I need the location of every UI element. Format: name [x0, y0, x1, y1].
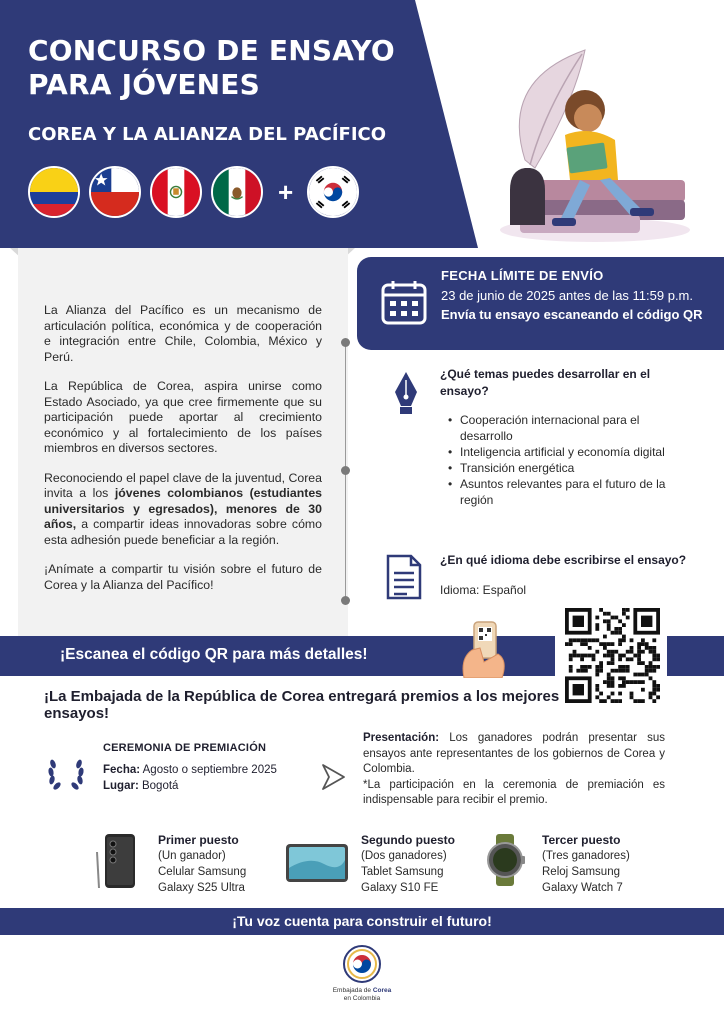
prize-title: Segundo puesto: [361, 833, 455, 847]
flags-row: [28, 166, 368, 218]
intro-paragraph-3: [44, 471, 322, 549]
samsung-watch-icon: [482, 834, 528, 886]
intro-text: [44, 303, 322, 607]
ceremony-date-label: Fecha:: [103, 764, 141, 776]
prizes-heading: ¡La Embajada de la República de Corea entregará premios a los mejores ensayos!: [44, 688, 560, 722]
qr-banner-text: ¡Escanea el código QR para más detalles!: [60, 646, 368, 663]
topics-question: ¿Qué temas puedes desarrollar en el ensayo?: [440, 367, 651, 398]
samsung-tablet-icon: [284, 838, 350, 886]
intro-paragraph-3-start: Reconociendo el papel clave de la juventud, Corea invita a los: [44, 470, 322, 500]
ceremony-date-value: Agosto o septiembre 2025: [140, 764, 277, 776]
presentation-text: [363, 731, 665, 809]
embassy-name-line1: [322, 987, 402, 995]
south-korea-flag-icon: [307, 166, 359, 218]
prize-title: Primer puesto: [158, 833, 239, 847]
deadline-body: [441, 286, 711, 324]
presentation-body: Los ganadores podrán presentar sus ensayos ante representantes de los gobiernos de Corea y Colombia.: [363, 732, 665, 775]
embassy-name-highlight: Corea: [372, 987, 392, 994]
deadline-action: Envía tu ensayo escaneando el código QR: [441, 307, 703, 322]
footer-slogan: ¡Tu voz cuenta para construir el futuro!: [232, 913, 492, 929]
embassy-name: [322, 987, 402, 1003]
student-reading-illustration: [490, 40, 700, 245]
ceremony-place-label: Lugar:: [103, 780, 139, 792]
page-title: CONCURSO DE ENSAYO PARA JÓVENES: [28, 34, 395, 101]
list-item: • Cooperación internacional para el desarrollo: [460, 412, 690, 444]
prize-line: Galaxy S10 FE: [361, 882, 439, 894]
chile-flag-icon: [89, 166, 141, 218]
peru-flag-icon: [150, 166, 202, 218]
intro-paragraph-3-highlight: jóvenes colombianos (estudiantes universitarios y egresados), menores de 30 años,: [44, 486, 323, 531]
prize-count: (Un ganador): [158, 850, 226, 862]
mexico-flag-icon: [211, 166, 263, 218]
prize-line: Galaxy Watch 7: [542, 882, 623, 894]
colombia-flag-icon: [28, 166, 80, 218]
intro-paragraph-2: La República de Corea, aspira unirse como Estado Asociado, ya que cree firmemente que su participación puede aportar al crecimiento económico y al fortalecimiento de los países miembros en diversos sectores.: [44, 379, 322, 455]
ceremony-date: [103, 764, 277, 776]
calendar-icon: [381, 279, 427, 325]
deadline-date: 23 de junio de 2025 antes de las 11:59 p.m.: [441, 288, 694, 303]
list-item: • Asuntos relevantes para el futuro de la región: [460, 476, 690, 508]
ceremony-title: CEREMONIA DE PREMIACIÓN: [103, 742, 267, 754]
laurel-wreath-icon: [46, 756, 86, 792]
phone-scan-icon: [458, 620, 514, 678]
prize-first: [158, 832, 246, 896]
embassy-name-line2: en Colombia: [343, 995, 381, 1002]
ceremony-place-value: Bogotá: [138, 780, 179, 792]
language-question: ¿En qué idioma debe escribirse el ensayo?: [440, 553, 687, 567]
deadline-box: [357, 257, 724, 350]
page-subtitle: COREA Y LA ALIANZA DEL PACÍFICO: [28, 124, 387, 145]
presentation-label: Presentación:: [363, 732, 440, 744]
embassy-emblem-icon: [342, 944, 382, 984]
arrow-right-icon: [320, 763, 346, 791]
prize-third: [542, 832, 630, 896]
prize-line: Celular Samsung: [158, 866, 247, 878]
list-item: • Transición energética: [460, 460, 690, 476]
document-icon: [385, 553, 423, 601]
samsung-phone-icon: [93, 832, 139, 890]
topics-list: [460, 412, 690, 508]
presentation-note: *La participación en la ceremonia de premiación es indispensable para recibir el premio.: [363, 778, 665, 806]
prize-second: [361, 832, 455, 896]
prize-count: (Tres ganadores): [542, 850, 630, 862]
prize-line: Galaxy S25 Ultra: [158, 882, 245, 894]
prize-line: Tablet Samsung: [361, 866, 444, 878]
intro-paragraph-1: La Alianza del Pacífico es un mecanismo de articulación política, económica y de cooperación e integración entre Chile, Colombia, México y Perú.: [44, 303, 322, 364]
prize-count: (Dos ganadores): [361, 850, 447, 862]
embassy-name-prefix: Embajada de: [332, 987, 373, 994]
deadline-title: FECHA LÍMITE DE ENVÍO: [441, 268, 604, 283]
list-item: • Inteligencia artificial y economía digital: [460, 444, 690, 460]
timeline-dot: [341, 596, 350, 605]
language-answer: Idioma: Español: [440, 583, 527, 597]
prize-title: Tercer puesto: [542, 833, 621, 847]
timeline-dot: [341, 466, 350, 475]
qr-code[interactable]: [565, 608, 660, 703]
ceremony-place: [103, 780, 178, 792]
intro-paragraph-3-end: a compartir ideas innovadoras sobre cómo esta adhesión puede beneficiar a la región.: [44, 517, 322, 547]
plus-sign: +: [278, 176, 294, 207]
intro-paragraph-4: ¡Anímate a compartir tu visión sobre el futuro de Corea y la Alianza del Pacífico!: [44, 562, 322, 592]
prize-line: Reloj Samsung: [542, 866, 620, 878]
fountain-pen-icon: [391, 370, 421, 416]
timeline-dot: [341, 338, 350, 347]
